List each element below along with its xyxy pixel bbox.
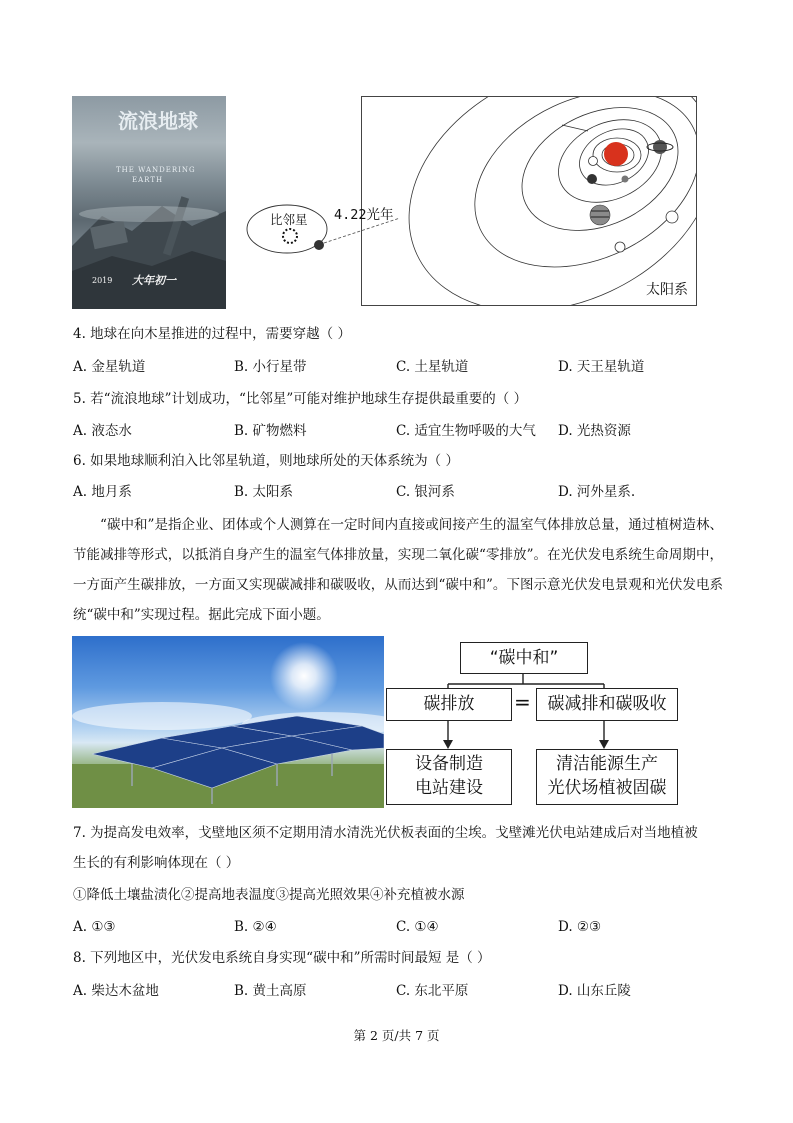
question-7-option-a: A. ①③ (73, 919, 116, 935)
question-5-option-b: B. 矿物燃料 (234, 423, 307, 439)
flowchart-equals: = (514, 690, 531, 714)
distance-label: 4.22光年 (334, 207, 394, 223)
solar-panel-scene (72, 636, 384, 808)
sun-glare-icon (270, 642, 338, 710)
question-6-option-a: A. 地月系 (73, 484, 132, 500)
question-7-stem-1: 7. 为提高发电效率，戈壁地区须不定期用清水清洗光伏板表面的尘埃。戈壁滩光伏电站建成后对当地植被 (73, 825, 698, 841)
question-4-stem: 4. 地球在向木星推进的过程中，需要穿越（ ） (73, 326, 351, 342)
passage-text: “碳中和”是指企业、团体或个人测算在一定时间内直接或间接产生的温室气体排放总量，通过植树造林、节能减排等形式，以抵消自身产生的温室气体排放量，实现二氧化碳“零排放”。在光伏发电系统生命周期中，一方面产生碳排放，一方面又实现碳减排和碳吸收，从而达到“碳中和”。下图示意光伏发电景观和光伏发电系统“碳中和”实现过程。据此完成下面小题。 (73, 517, 723, 623)
flowchart-station: 电站建设 (415, 778, 483, 798)
flowchart-carbon-emission: 碳排放 (386, 688, 512, 721)
question-4-option-a: A. 金星轨道 (73, 359, 146, 375)
flowchart-emission-sources (386, 749, 512, 805)
question-5-option-c: C. 适宜生物呼吸的大气 (396, 423, 536, 439)
flowchart-carbon-reduction: 碳减排和碳吸收 (536, 688, 678, 721)
question-6-stem: 6. 如果地球顺利泊入比邻星轨道，则地球所处的天体系统为（ ） (73, 453, 459, 469)
question-7-option-c: C. ①④ (396, 919, 439, 935)
flowchart-equipment: 设备制造 (415, 754, 483, 774)
question-4-option-b: B. 小行星带 (234, 359, 307, 375)
flowchart-clean-energy: 清洁能源生产 (556, 754, 658, 774)
question-4-option-d: D. 天王星轨道 (558, 359, 645, 375)
mars-icon (622, 176, 629, 183)
proxima-star-icon (283, 229, 297, 243)
flowchart-vegetation: 光伏场植被固碳 (547, 778, 667, 798)
poster-year: 2019 (92, 276, 113, 285)
poster-title-cn: 流浪地球 (118, 109, 198, 133)
question-5-stem: 5. 若“流浪地球”计划成功，“比邻星”可能对维护地球生存提供最重要的（ ） (73, 391, 528, 407)
question-8-option-a: A. 柴达木盆地 (73, 983, 159, 999)
question-4-option-c: C. 土星轨道 (396, 359, 469, 375)
proxima-label: 比邻星 (270, 212, 308, 227)
sun-icon (604, 142, 628, 166)
question-6-option-d: D. 河外星系. (558, 484, 636, 500)
solar-system-label: 太阳系 (646, 282, 688, 298)
flowchart-reduction-sources (536, 749, 678, 805)
flowchart-carbon-neutral: “碳中和” (460, 642, 588, 674)
poster-release: 大年初一 (132, 274, 176, 287)
wandering-earth-poster (72, 96, 226, 309)
question-6-option-b: B. 太阳系 (234, 484, 294, 500)
uranus-icon (666, 211, 678, 223)
question-7-stem-2: 生长的有利影响体现在（ ） (73, 855, 240, 871)
earth-near-proxima-icon (314, 240, 324, 250)
question-8-option-b: B. 黄土高原 (234, 983, 307, 999)
poster-title-en-2: EARTH (132, 176, 164, 184)
question-7-choices: ①降低土壤盐渍化②提高地表温度③提高光照效果④补充植被水源 (73, 887, 465, 903)
question-8-option-d: D. 山东丘陵 (558, 983, 631, 999)
question-8-option-c: C. 东北平原 (396, 983, 469, 999)
earth-icon (587, 174, 597, 184)
page-footer: 第 2 页/共 7 页 (353, 1028, 440, 1043)
orbit-drawing (362, 97, 696, 305)
question-8-stem: 8. 下列地区中，光伏发电系统自身实现“碳中和”所需时间最短 是（ ） (73, 950, 491, 966)
question-6-option-c: C. 银河系 (396, 484, 455, 500)
question-5-option-a: A. 液态水 (73, 423, 132, 439)
poster-title-en-1: THE WANDERING (116, 166, 196, 174)
saturn-icon (653, 140, 667, 154)
question-7-option-d: D. ②③ (558, 919, 602, 935)
solar-panel-photo (72, 636, 384, 808)
question-5-option-d: D. 光热资源 (558, 423, 631, 439)
jupiter-icon (590, 205, 610, 225)
venus-icon (589, 157, 598, 166)
solar-system-diagram (361, 96, 697, 306)
neptune-icon (615, 242, 625, 252)
question-7-option-b: B. ②④ (234, 919, 277, 935)
